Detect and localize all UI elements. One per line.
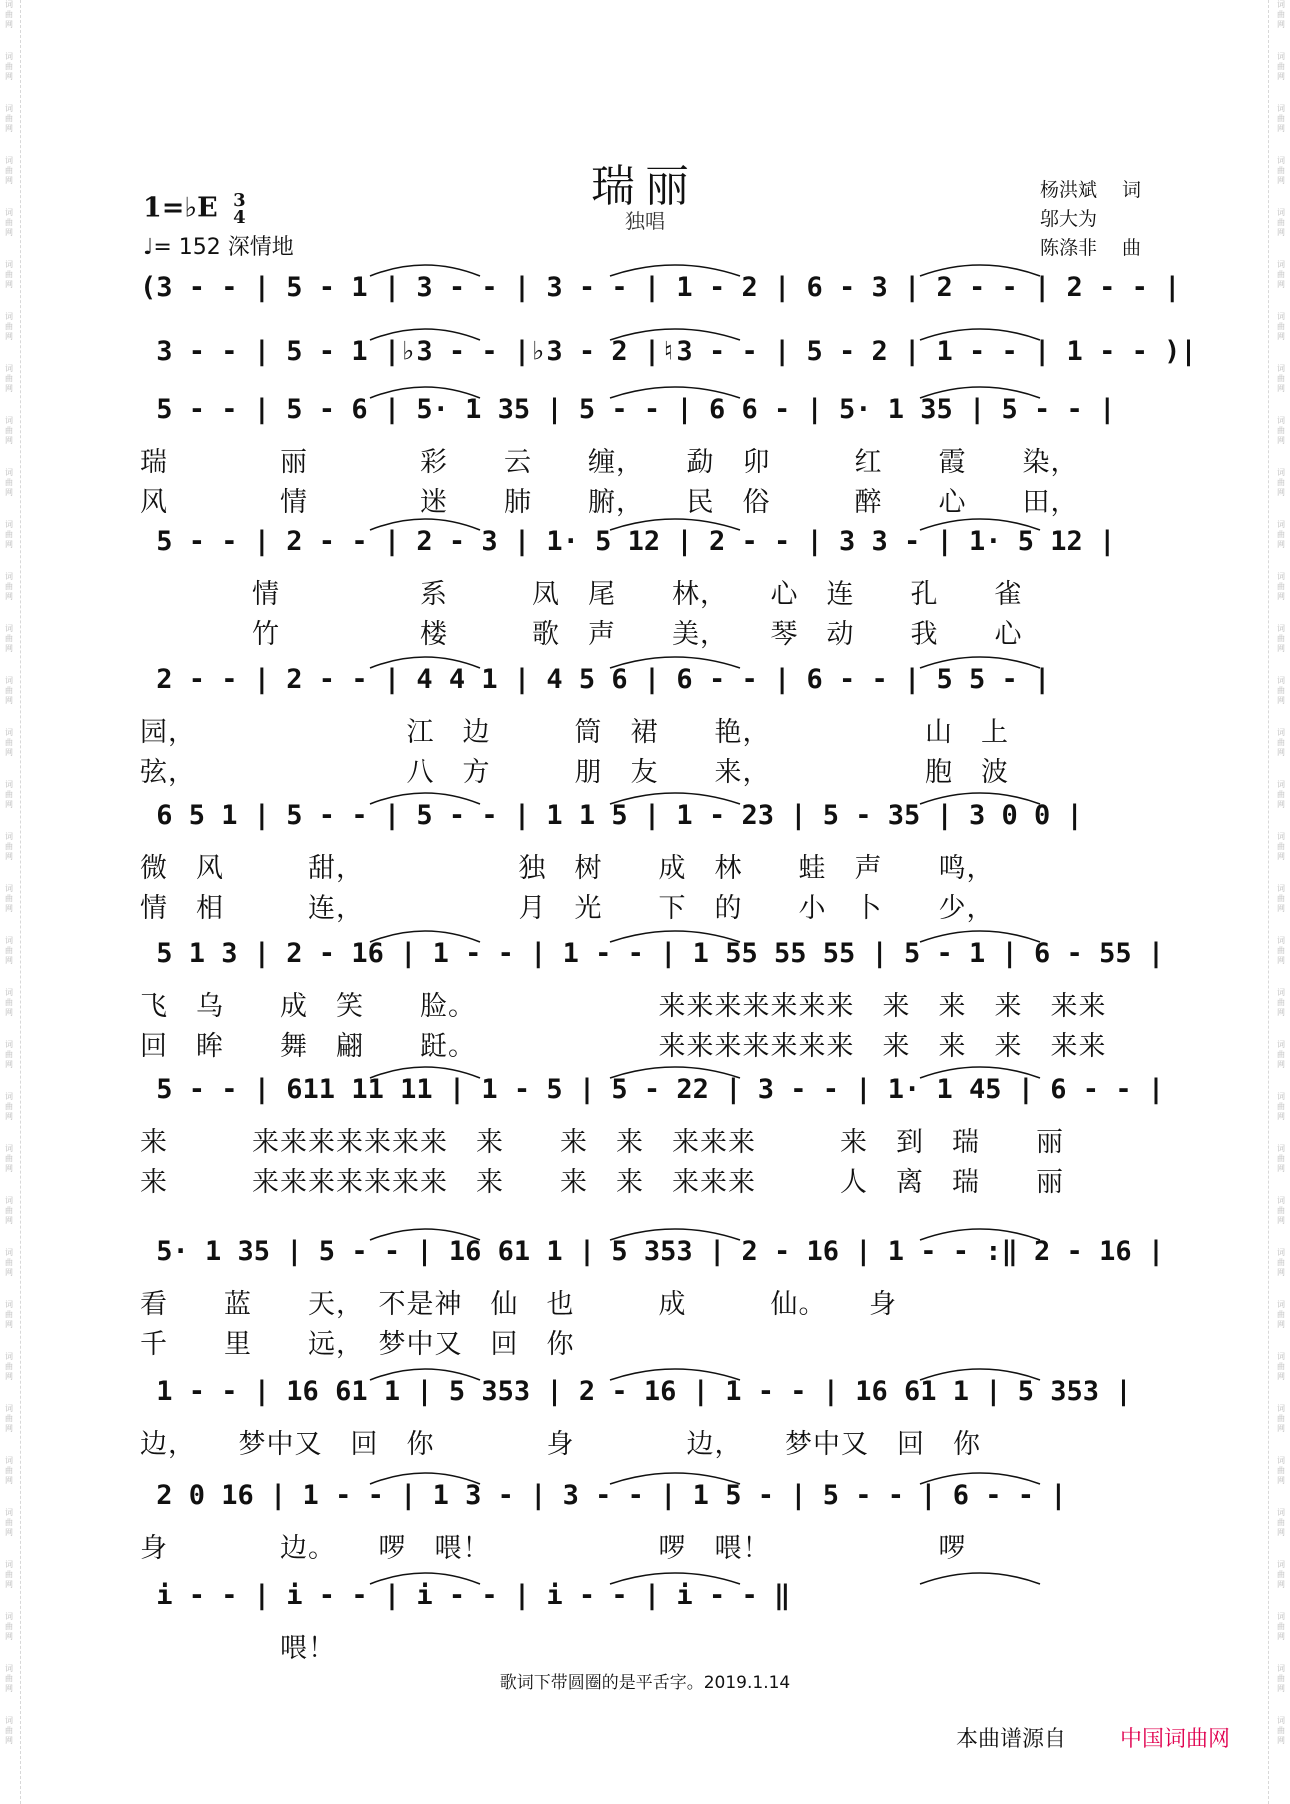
watermark-text: 词曲网	[5, 1092, 13, 1121]
notation-line: 3 - - | 5 - 1 |♭3 - - |♭3 - 2 |♮3 - - | 5 - 2 | 1 - - | 1 - - )|	[140, 336, 1197, 367]
slur	[370, 1067, 480, 1078]
watermark-text: 词曲网	[5, 884, 13, 913]
lyric-line: 看 蓝 天， 不是神 仙 也 成 仙。 身	[140, 1289, 897, 1320]
slur	[610, 657, 740, 668]
slur	[610, 931, 740, 942]
slur	[920, 1573, 1040, 1584]
watermark-text: 词曲网	[1277, 520, 1285, 549]
slur	[920, 1473, 1040, 1484]
slur	[920, 1067, 1040, 1078]
watermark-text: 词曲网	[5, 624, 13, 653]
notation-line: 5 - - | 5 - 6 | 5· 1 35 | 5 - - | 6 6 - | 5· 1 35 | 5 - - |	[140, 394, 1116, 425]
credit-line: 陈涤非 曲	[1040, 237, 1142, 259]
slur	[370, 329, 480, 340]
watermark-text: 词曲网	[5, 1300, 13, 1329]
watermark-text: 词曲网	[5, 1508, 13, 1537]
lyric-line: 瑞 丽 彩 云 缠， 勐 卯 红 霞 染，	[140, 447, 1079, 478]
source-credit	[956, 1722, 1230, 1753]
slur-marks	[140, 778, 1148, 808]
watermark-text: 词曲网	[5, 468, 13, 497]
watermark-text: 词曲网	[1277, 780, 1285, 809]
lyric-line: 竹 楼 歌 声 美， 琴 动 我 心	[140, 619, 1023, 650]
watermark-text: 词曲网	[5, 52, 13, 81]
slur	[920, 519, 1040, 530]
slur	[610, 1067, 740, 1078]
lyric-line: 来 来来来来来来来 来 来 来 来来来 来 到 瑞 丽	[140, 1127, 1064, 1158]
watermark-text: 词曲网	[1277, 1664, 1285, 1693]
watermark-text: 词曲网	[1277, 1196, 1285, 1225]
notation-line: 5· 1 35 | 5 - - | 16 61 1 | 5 353 | 2 - 16 | 1 - - :‖ 2 - 16 |	[140, 1236, 1165, 1267]
watermark-text: 词曲网	[1277, 1248, 1285, 1277]
watermark-text: 词曲网	[5, 832, 13, 861]
slur-marks	[140, 1052, 1148, 1082]
notation-line: 2 0 16 | 1 - - | 1 3 - | 3 - - | 1 5 - | 5 - - | 6 - - |	[140, 1480, 1067, 1511]
slur	[920, 931, 1040, 942]
lyric-line: 弦， 八 方 朋 友 来， 胞 波	[140, 757, 1009, 788]
watermark-text: 词曲网	[5, 364, 13, 393]
notation-line: 5 - - | 2 - - | 2 - 3 | 1· 5 12 | 2 - - | 3 3 - | 1· 5 12 |	[140, 526, 1116, 557]
notation-line: 2 - - | 2 - - | 4 4 1 | 4 5 6 | 6 - - | 6 - - | 5 5 - |	[140, 664, 1051, 695]
watermark-text: 词曲网	[5, 1560, 13, 1589]
slur	[610, 519, 740, 530]
watermark-text: 词曲网	[1277, 936, 1285, 965]
slur	[370, 1369, 480, 1380]
watermark-text: 词曲网	[1277, 1456, 1285, 1485]
watermark-text: 词曲网	[1277, 1144, 1285, 1173]
slur	[610, 1229, 740, 1240]
watermark-text: 词曲网	[1277, 1092, 1285, 1121]
watermark-text: 词曲网	[1277, 624, 1285, 653]
slur	[920, 1369, 1040, 1380]
watermark-text: 词曲网	[5, 1144, 13, 1173]
watermark-text: 词曲网	[5, 1456, 13, 1485]
watermark-text: 词曲网	[5, 520, 13, 549]
watermark-text: 词曲网	[1277, 52, 1285, 81]
watermark-text: 词曲网	[5, 988, 13, 1017]
slur	[920, 387, 1040, 398]
lyric-line: 回 眸 舞 翩 跹。 来来来来来来来 来 来 来 来来	[140, 1031, 1107, 1062]
watermark-text: 词曲网	[5, 780, 13, 809]
watermark-text: 词曲网	[1277, 1300, 1285, 1329]
time-signature	[233, 192, 246, 226]
watermark-text: 词曲网	[1277, 1508, 1285, 1537]
source-label: 本曲谱源自	[956, 1727, 1067, 1752]
watermark-text: 词曲网	[5, 1040, 13, 1069]
time-top: 3	[233, 190, 246, 211]
slur-marks	[140, 1558, 1148, 1588]
watermark-text: 词曲网	[5, 312, 13, 341]
watermark-text: 词曲网	[1277, 260, 1285, 289]
key-signature	[143, 192, 246, 226]
tempo-marking: ♩= 152 深情地	[143, 235, 294, 260]
lyric-line: 微 风 甜， 独 树 成 林 蛙 声 鸣，	[140, 853, 995, 884]
watermark-text: 词曲网	[1277, 1560, 1285, 1589]
watermark-text: 词曲网	[5, 936, 13, 965]
watermark-text: 词曲网	[1277, 312, 1285, 341]
lyric-line: 喂！	[140, 1633, 336, 1664]
watermark-text: 词曲网	[1277, 1612, 1285, 1641]
slur	[370, 1573, 480, 1584]
notation-line: (3 - - | 5 - 1 | 3 - - | 3 - - | 1 - 2 | 6 - 3 | 2 - - | 2 - - |	[140, 272, 1181, 303]
key-label: 1=♭E	[143, 192, 218, 224]
watermark-text: 词曲网	[5, 260, 13, 289]
watermark-text: 词曲网	[5, 416, 13, 445]
slur-marks	[140, 1354, 1148, 1384]
slur	[610, 265, 740, 276]
watermark-text: 词曲网	[1277, 416, 1285, 445]
slur-marks	[140, 250, 1148, 280]
watermark-text: 词曲网	[1277, 572, 1285, 601]
slur	[370, 1473, 480, 1484]
lyric-line: 风 情 迷 肺 腑， 民 俗 醉 心 田，	[140, 487, 1079, 518]
slur	[370, 1229, 480, 1240]
watermark-text: 词曲网	[1277, 156, 1285, 185]
slur	[370, 657, 480, 668]
watermark-text: 词曲网	[1277, 0, 1285, 29]
watermark-text: 词曲网	[5, 1196, 13, 1225]
watermark-text: 词曲网	[1277, 832, 1285, 861]
slur-marks	[140, 1458, 1148, 1488]
watermark-text: 词曲网	[5, 1404, 13, 1433]
slur	[610, 1473, 740, 1484]
slur-marks	[140, 916, 1148, 946]
lyric-line: 飞 乌 成 笑 脸。 来来来来来来来 来 来 来 来来	[140, 991, 1107, 1022]
slur	[370, 265, 480, 276]
watermark-text: 词曲网	[1277, 468, 1285, 497]
credit-line: 杨洪斌 词	[1040, 179, 1142, 201]
watermark-text: 词曲网	[5, 104, 13, 133]
lyric-line: 边， 梦中又 回 你 身 边， 梦中又 回 你	[140, 1429, 981, 1460]
lyric-line: 情 相 连， 月 光 下 的 小 卜 少，	[140, 893, 995, 924]
watermark-text: 词曲网	[1277, 988, 1285, 1017]
margin-line-left	[20, 0, 21, 1804]
watermark-text: 词曲网	[1277, 104, 1285, 133]
watermark-text: 词曲网	[1277, 676, 1285, 705]
slur-marks	[140, 314, 1148, 344]
slur-marks	[140, 642, 1148, 672]
slur	[370, 519, 480, 530]
watermark-text: 词曲网	[1277, 1352, 1285, 1381]
margin-line-right	[1268, 0, 1269, 1804]
watermark-text: 词曲网	[5, 0, 13, 29]
watermark-text: 词曲网	[1277, 884, 1285, 913]
source-site-link[interactable]: 中国词曲网	[1120, 1727, 1231, 1752]
watermark-text: 词曲网	[1277, 364, 1285, 393]
watermark-text: 词曲网	[5, 1352, 13, 1381]
slur	[920, 265, 1040, 276]
slur	[610, 329, 740, 340]
slur	[370, 793, 480, 804]
lyric-line: 身 边。 啰 喂！ 啰 喂！ 啰	[140, 1533, 967, 1564]
watermark-text: 词曲网	[1277, 1716, 1285, 1745]
watermark-text: 词曲网	[5, 1716, 13, 1745]
notation-line: 1 - - | 16 61 1 | 5 353 | 2 - 16 | 1 - - | 16 61 1 | 5 353 |	[140, 1376, 1132, 1407]
watermark-text: 词曲网	[5, 156, 13, 185]
credit-line: 邬大为	[1040, 208, 1098, 230]
slur	[370, 931, 480, 942]
footnote: 歌词下带圆圈的是平舌字。2019.1.14	[499, 1673, 791, 1693]
watermark-text: 词曲网	[5, 208, 13, 237]
slur	[610, 793, 740, 804]
watermark-text: 词曲网	[5, 676, 13, 705]
watermark-text: 词曲网	[5, 728, 13, 757]
notation-line: i - - | i - - | i - - | i - - | i - - ‖	[140, 1580, 791, 1611]
watermark-left	[2, 0, 16, 1768]
song-subtitle: 独唱	[625, 209, 665, 233]
notation-line: 5 - - | 611 11 11 | 1 - 5 | 5 - 22 | 3 - - | 1· 1 45 | 6 - - |	[140, 1074, 1165, 1105]
slur	[920, 793, 1040, 804]
slur	[920, 1229, 1040, 1240]
lyric-line: 来 来来来来来来来 来 来 来 来来来 人 离 瑞 丽	[140, 1167, 1064, 1198]
watermark-text: 词曲网	[1277, 1040, 1285, 1069]
notation-line: 5 1 3 | 2 - 16 | 1 - - | 1 - - | 1 55 55 55 | 5 - 1 | 6 - 55 |	[140, 938, 1165, 969]
song-title: 瑞丽	[591, 161, 699, 212]
watermark-text: 词曲网	[1277, 1404, 1285, 1433]
watermark-text: 词曲网	[5, 1248, 13, 1277]
lyric-line: 园， 江 边 筒 裙 艳， 山 上	[140, 717, 1009, 748]
slur	[920, 329, 1040, 340]
time-bottom: 4	[233, 207, 246, 228]
slur-marks	[140, 1214, 1148, 1244]
watermark-text: 词曲网	[5, 1664, 13, 1693]
notation-line: 6 5 1 | 5 - - | 5 - - | 1 1 5 | 1 - 23 | 5 - 35 | 3 0 0 |	[140, 800, 1083, 831]
slur	[610, 1573, 740, 1584]
slur	[610, 1369, 740, 1380]
lyric-line: 情 系 凤 尾 林， 心 连 孔 雀	[140, 579, 1023, 610]
slur	[370, 387, 480, 398]
slur	[920, 657, 1040, 668]
lyric-line: 千 里 远， 梦中又 回 你	[140, 1329, 575, 1360]
watermark-text: 词曲网	[1277, 728, 1285, 757]
slur	[610, 387, 740, 398]
watermark-right	[1274, 0, 1288, 1768]
watermark-text: 词曲网	[5, 1612, 13, 1641]
slur-marks	[140, 372, 1148, 402]
watermark-text: 词曲网	[1277, 208, 1285, 237]
slur-marks	[140, 504, 1148, 534]
watermark-text: 词曲网	[5, 572, 13, 601]
